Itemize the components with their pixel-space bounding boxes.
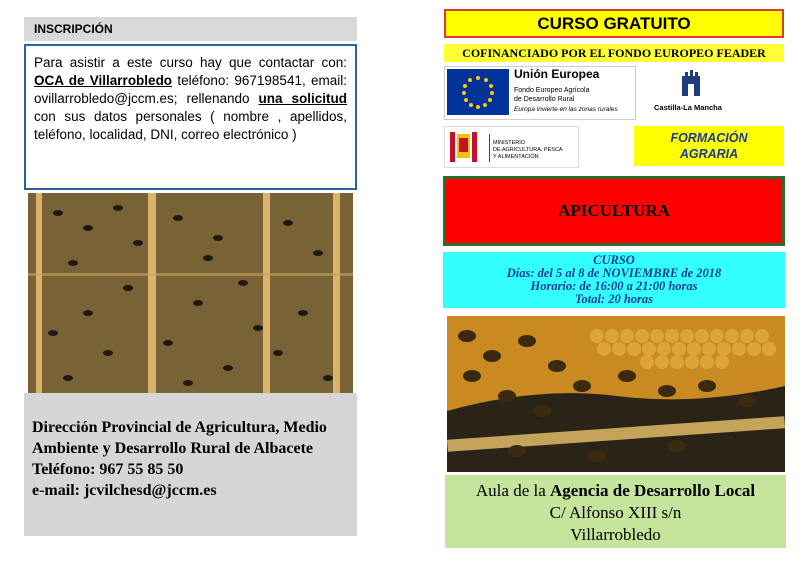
office-phone: Teléfono: 967 55 85 50 (32, 461, 184, 478)
venue-box (445, 475, 786, 548)
free-course-banner: CURSO GRATUITO (444, 9, 784, 38)
course-total: Total: 20 horas (574, 292, 654, 306)
contact-intro: Para asistir a este curso hay que contactar con: (34, 55, 347, 70)
ministry-line3: Y ALIMENTACIÓN (493, 154, 539, 160)
venue-town: Villarrobledo (570, 525, 661, 544)
oca-name: OCA de Villarrobledo (34, 73, 173, 88)
office-email: e-mail: jcvilchesd@jccm.es (32, 482, 217, 499)
eu-title: Unión Europea (514, 67, 600, 81)
castilla-la-mancha-label: Castilla-La Mancha (654, 103, 722, 112)
contact-phone-email: teléfono: 967198541, email: ovillarrobledo@jccm.es; rellenando (34, 73, 347, 106)
ministry-name (493, 140, 563, 161)
office-name-line2: Ambiente y Desarrollo Rural de Albacete (32, 440, 313, 457)
eu-fund-line2: de Desarrollo Rural (514, 96, 575, 103)
eu-fund-text (514, 86, 590, 104)
eu-tagline: Europa invierte en las zonas rurales (514, 106, 618, 113)
course-days: Días: del 5 al 8 de NOVIEMBRE de 2018 (506, 266, 722, 280)
provincial-office-box (24, 393, 357, 536)
eu-flag-icon (447, 69, 509, 115)
course-label: CURSO (593, 253, 635, 267)
venue-agency: Agencia de Desarrollo Local (550, 481, 756, 500)
contact-info-box (24, 44, 357, 190)
venue-street: C/ Alfonso XIII s/n (549, 503, 682, 522)
venue-line1 (445, 480, 786, 502)
formacion-line1: FORMACIÓN (670, 131, 748, 145)
course-hours: Horario: de 16:00 a 21:00 horas (530, 279, 698, 293)
solicitud-link: una solicitud (258, 91, 347, 106)
course-title-box: APICULTURA (443, 176, 785, 246)
cofinancing-banner: COFINANCIADO POR EL FONDO EUROPEO FEADER (444, 44, 784, 62)
inscription-title: INSCRIPCIÓN (34, 22, 113, 36)
castilla-la-mancha-emblem-icon (678, 70, 704, 98)
office-name-line1: Dirección Provincial de Agricultura, Medio (32, 419, 327, 436)
venue-prefix: Aula de la (475, 481, 551, 500)
eu-fund-line1: Fondo Europeo Agrícola (514, 87, 590, 94)
beehive-frame-photo (28, 193, 353, 393)
ministry-line1: MINISTERIO (493, 140, 526, 146)
formacion-agraria-badge (634, 126, 784, 166)
contact-data-requirements: con sus datos personales ( nombre , apellidos, teléfono, localidad, DNI, correo electrónico ) (34, 109, 347, 142)
honeycomb-bees-photo (447, 316, 785, 472)
course-schedule-box (443, 252, 785, 308)
ministry-line2: DE AGRICULTURA, PESCA (493, 147, 563, 153)
formacion-line2: AGRARIA (679, 147, 739, 161)
